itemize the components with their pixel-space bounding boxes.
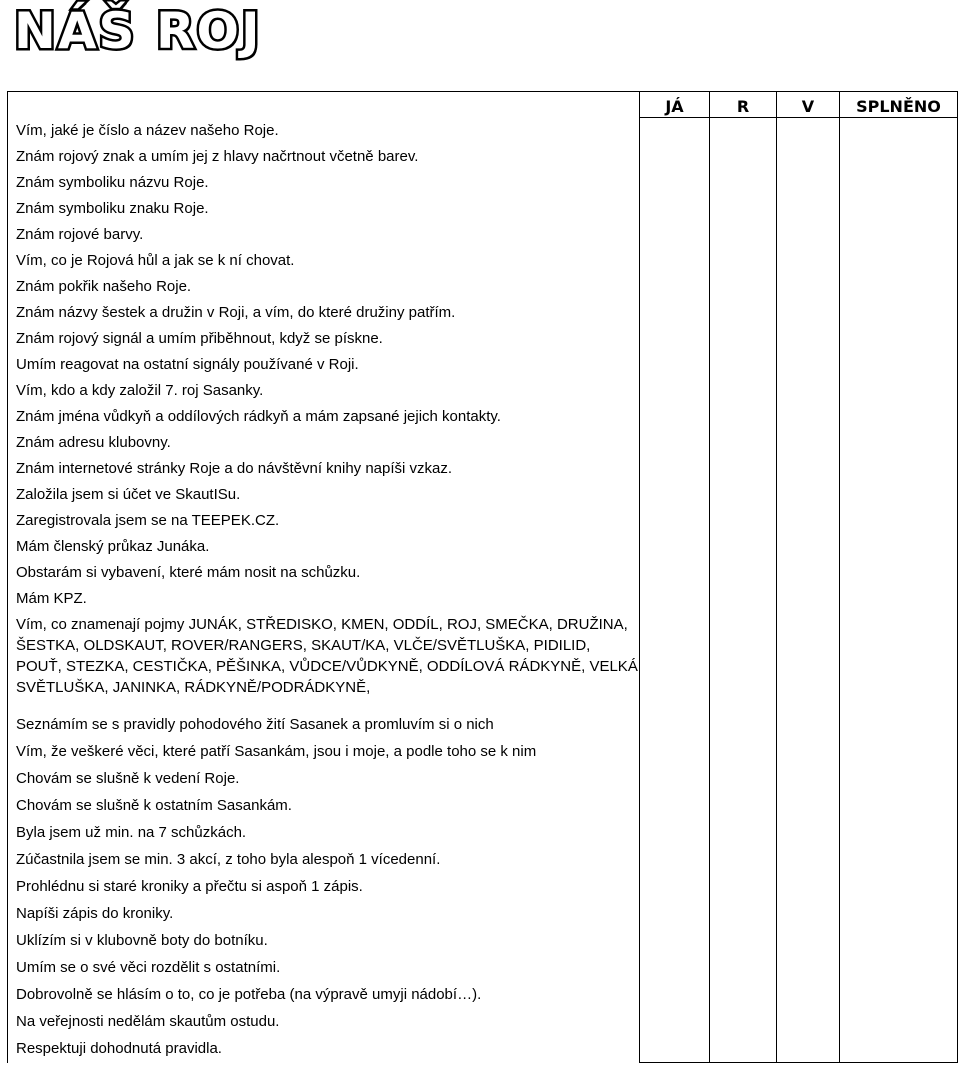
task-text: Mám členský průkaz Junáka. [8, 534, 640, 560]
task-text: Znám symboliku znaku Roje. [8, 196, 640, 222]
task-text: Znám internetové stránky Roje a do návštěvní knihy napíši vzkaz. [8, 456, 640, 482]
header-task-blank [8, 92, 640, 118]
checkbox-column-r[interactable] [710, 118, 777, 1063]
table-row [8, 118, 958, 144]
task-text: Na veřejnosti nedělám skautům ostudu. [8, 1009, 640, 1036]
task-text: Uklízím si v klubovně boty do botníku. [8, 928, 640, 955]
task-text: Vím, co je Rojová hůl a jak se k ní chovat. [8, 248, 640, 274]
task-text: Znám pokřik našeho Roje. [8, 274, 640, 300]
page-title: NÁŠ ROJ [14, 2, 262, 60]
task-text: Dobrovolně se hlásím o to, co je potřeba (na výpravě umyji nádobí…). [8, 982, 640, 1009]
checkbox-column-v[interactable] [777, 118, 840, 1063]
task-text: Znám rojový znak a umím jej z hlavy načrtnout včetně barev. [8, 144, 640, 170]
header-splneno: SPLNĚNO [840, 92, 958, 118]
header-ja: JÁ [640, 92, 710, 118]
header-v: V [777, 92, 840, 118]
task-text: Zaregistrovala jsem se na TEEPEK.CZ. [8, 508, 640, 534]
task-text: Chovám se slušně k vedení Roje. [8, 766, 640, 793]
task-text: Umím se o své věci rozdělit s ostatními. [8, 955, 640, 982]
task-text: Znám rojový signál a umím přiběhnout, když se pískne. [8, 326, 640, 352]
task-text: Znám symboliku názvu Roje. [8, 170, 640, 196]
task-text: Vím, kdo a kdy založil 7. roj Sasanky. [8, 378, 640, 404]
task-text: Znám adresu klubovny. [8, 430, 640, 456]
task-text: Vím, že veškeré věci, které patří Sasankám, jsou i moje, a podle toho se k nim [8, 739, 640, 766]
task-text: Znám jména vůdkyň a oddílových rádkyň a mám zapsané jejich kontakty. [8, 404, 640, 430]
task-text: Mám KPZ. [8, 586, 640, 612]
checklist-body [8, 118, 958, 1063]
task-text: Seznámím se s pravidly pohodového žití Sasanek a promluvím si o nich [8, 712, 640, 739]
task-text: Respektuji dohodnutá pravidla. [8, 1036, 640, 1063]
task-text: Obstarám si vybavení, které mám nosit na schůzku. [8, 560, 640, 586]
task-text: Chovám se slušně k ostatním Sasankám. [8, 793, 640, 820]
checkbox-column-ja[interactable] [640, 118, 710, 1063]
task-text: Umím reagovat na ostatní signály používané v Roji. [8, 352, 640, 378]
task-text: Prohlédnu si staré kroniky a přečtu si aspoň 1 zápis. [8, 874, 640, 901]
task-text: Vím, co znamenají pojmy JUNÁK, STŘEDISKO, KMEN, ODDÍL, ROJ, SMEČKA, DRUŽINA, ŠESTKA, OLDSKAUT, ROVER/RANGERS, SKAUT/KA, VLČE/SVĚTLUŠKA, PIDILID, POUŤ, STEZKA, CESTIČKA, PĚŠINKA, VŮDCE/VŮDKYNĚ, ODDÍLOVÁ RÁDKYNĚ, VELKÁ SVĚTLUŠKA, JANINKA, RÁDKYNĚ/PODRÁDKYNĚ, [8, 612, 640, 712]
header-row [8, 92, 958, 118]
checklist-table [7, 91, 958, 1063]
checkbox-column-splneno[interactable] [840, 118, 958, 1063]
task-text: Znám názvy šestek a družin v Roji, a vím, do které družiny patřím. [8, 300, 640, 326]
task-text: Znám rojové barvy. [8, 222, 640, 248]
task-text: Vím, jaké je číslo a název našeho Roje. [8, 118, 640, 144]
task-text: Založila jsem si účet ve SkautISu. [8, 482, 640, 508]
header-r: R [710, 92, 777, 118]
task-text: Napíši zápis do kroniky. [8, 901, 640, 928]
task-text: Byla jsem už min. na 7 schůzkách. [8, 820, 640, 847]
task-text: Zúčastnila jsem se min. 3 akcí, z toho byla alespoň 1 vícedenní. [8, 847, 640, 874]
